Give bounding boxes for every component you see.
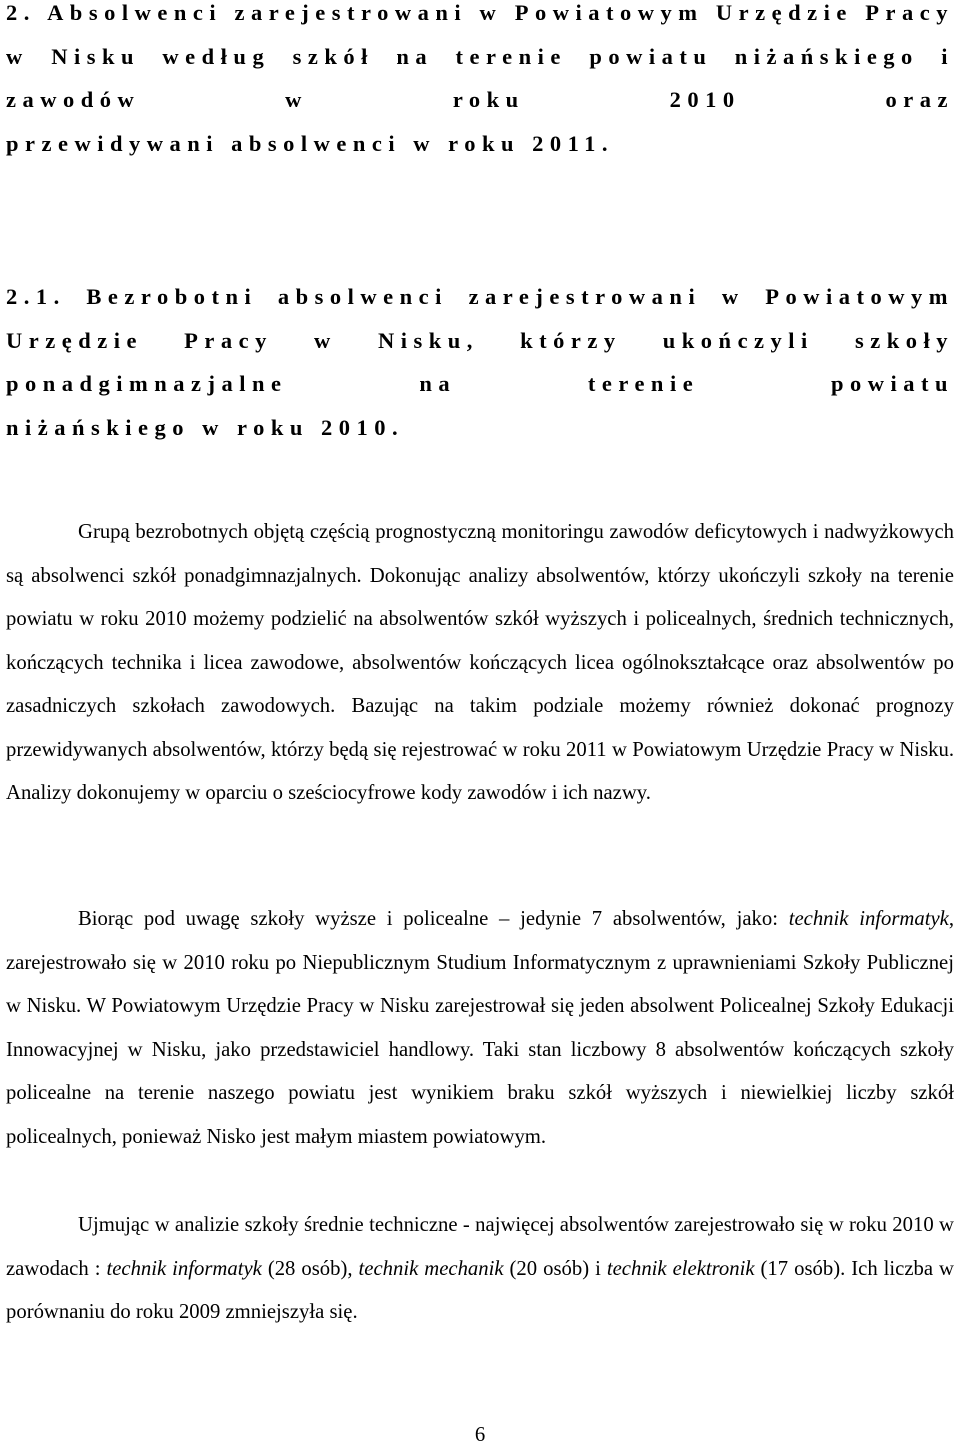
- paragraph-text: Ujmując w analizie szkoły średnie techniczne - najwięcej absolwentów zarejestrowało się w roku 2010 w zawodach :: [6, 1214, 954, 1280]
- paragraph-text: (17 osób). Ich liczba w porównaniu do roku 2009 zmniejszyła się.: [6, 1257, 954, 1323]
- heading-line: w Powiatowym Urzędzie Pracy w Nisku, którzy: [6, 284, 955, 353]
- heading-line: 2.1. Bezrobotni absolwenci zarejestrowani: [6, 284, 702, 309]
- heading-line: powiatu niżańskiego i zawodów w roku 2010 oraz: [6, 43, 954, 112]
- paragraph-text: (20 osób) i: [503, 1257, 607, 1280]
- occupation-name: technik informatyk: [106, 1257, 262, 1280]
- paragraph-higher-schools: [6, 898, 954, 1159]
- paragraph-text: Grupą bezrobotnych objętą częścią prognostyczną monitoringu zawodów deficytowych i nadwyżkowych są absolwenci szkół ponadgimnazjalnych. Dokonując analizy absolwentów, którzy ukończyli szkoły na terenie powiatu w roku 2010 możemy podzielić na absolwentów szkół wyższych i policealnych, średnich technicznych, kończących technika i licea zawodowe, absolwentów kończących licea ogólnokształcące oraz absolwentów po zasadniczych szkołach zawodowych. Bazując na takim podziale możemy również dokonać prognozy przewidywanych absolwentów, którzy będą się rejestrować w roku 2011 w Powiatowym Urzędzie Pracy w Nisku. Analizy dokonujemy w oparciu o sześciocyfrowe kody zawodów i ich nazwy.: [6, 521, 954, 804]
- heading-line: niżańskiego w roku 2010.: [6, 414, 405, 440]
- occupation-name: technik informatyk: [788, 908, 949, 930]
- section-heading-2-1: [6, 275, 954, 449]
- page-number: 6: [474, 1424, 486, 1446]
- section-heading-2: [6, 0, 954, 165]
- heading-line: Urzędzie Pracy w Nisku według szkół na terenie: [6, 0, 954, 69]
- paragraph-text: Biorąc pod uwagę szkoły wyższe i policealne – jedynie 7 absolwentów, jako:: [78, 908, 789, 930]
- paragraph-technical-schools: [6, 1204, 954, 1335]
- paragraph-graduates-analysis: [6, 511, 954, 816]
- heading-line: 2. Absolwenci zarejestrowani w Powiatowym: [6, 0, 704, 25]
- paragraph-text: , zarejestrowało się w 2010 roku po Niepublicznym Studium Informatycznym z uprawnieniami Szkoły Publicznej w Nisku. W Powiatowym Urzędzie Pracy w Nisku zarejestrował się jeden absolwent Policealnej Szkoły Edukacji Innowacyjnej w Nisku, jako przedstawiciel handlowy. Taki stan liczbowy 8 absolwentów kończących szkoły policealne na terenie naszego powiatu jest wynikiem braku szkół wyższych i niewielkiej liczby szkół policealnych, ponieważ Nisko jest małym miastem powiatowym.: [6, 908, 954, 1148]
- heading-line: przewidywani absolwenci w roku 2011.: [6, 130, 614, 156]
- occupation-name: technik elektronik: [606, 1257, 755, 1280]
- paragraph-text: (28 osób),: [261, 1257, 359, 1280]
- heading-line: ukończyli szkoły ponadgimnazjalne na terenie powiatu: [6, 327, 954, 396]
- occupation-name: technik mechanik: [358, 1257, 504, 1280]
